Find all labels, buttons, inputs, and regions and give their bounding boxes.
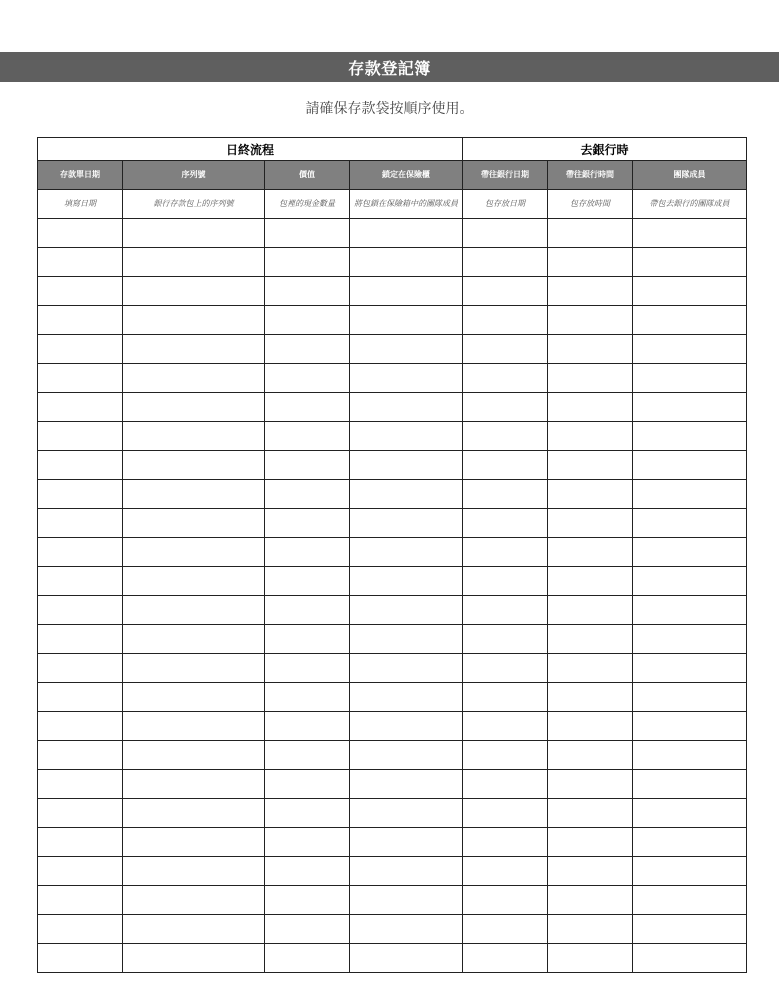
entry-cell[interactable] — [633, 306, 747, 335]
entry-cell[interactable] — [463, 683, 548, 712]
entry-cell[interactable] — [123, 654, 265, 683]
entry-cell[interactable] — [123, 770, 265, 799]
entry-cell[interactable] — [38, 480, 123, 509]
log-body — [38, 219, 747, 973]
col-value: 價值 — [265, 161, 350, 190]
entry-cell[interactable] — [463, 248, 548, 277]
entry-cell[interactable] — [463, 770, 548, 799]
entry-cell[interactable] — [463, 596, 548, 625]
entry-cell[interactable] — [463, 306, 548, 335]
entry-cell[interactable] — [123, 712, 265, 741]
col-locked-in-safe: 鎖定在保險櫃 — [350, 161, 463, 190]
table-row — [38, 277, 747, 306]
entry-cell[interactable] — [463, 393, 548, 422]
entry-cell[interactable] — [123, 799, 265, 828]
entry-cell[interactable] — [38, 654, 123, 683]
table-row — [38, 886, 747, 915]
col-serial-number: 序列號 — [123, 161, 265, 190]
table-row — [38, 480, 747, 509]
entry-cell[interactable] — [123, 393, 265, 422]
entry-cell[interactable] — [38, 538, 123, 567]
entry-cell[interactable] — [633, 915, 747, 944]
entry-cell[interactable] — [38, 799, 123, 828]
entry-cell[interactable] — [350, 944, 463, 973]
hint-locked-in-safe: 將包鎖在保險箱中的團隊成員 — [350, 190, 463, 219]
entry-cell[interactable] — [548, 596, 633, 625]
entry-cell[interactable] — [265, 451, 350, 480]
hint-serial-number: 銀行存款包上的序列號 — [123, 190, 265, 219]
entry-cell[interactable] — [265, 538, 350, 567]
entry-cell[interactable] — [265, 625, 350, 654]
entry-cell[interactable] — [123, 451, 265, 480]
entry-cell[interactable] — [123, 364, 265, 393]
entry-cell[interactable] — [350, 335, 463, 364]
entry-cell[interactable] — [633, 625, 747, 654]
table-row — [38, 857, 747, 886]
entry-cell[interactable] — [548, 683, 633, 712]
entry-cell[interactable] — [265, 596, 350, 625]
entry-cell[interactable] — [265, 567, 350, 596]
table-row — [38, 944, 747, 973]
entry-cell[interactable] — [123, 741, 265, 770]
entry-cell[interactable] — [350, 306, 463, 335]
hint-bank-time: 包存放時間 — [548, 190, 633, 219]
table-row — [38, 248, 747, 277]
entry-cell[interactable] — [633, 857, 747, 886]
entry-cell[interactable] — [265, 509, 350, 538]
entry-cell[interactable] — [265, 335, 350, 364]
entry-cell[interactable] — [38, 567, 123, 596]
entry-cell[interactable] — [463, 654, 548, 683]
entry-cell[interactable] — [123, 944, 265, 973]
table-row — [38, 683, 747, 712]
entry-cell[interactable] — [38, 944, 123, 973]
entry-cell[interactable] — [350, 393, 463, 422]
entry-cell[interactable] — [548, 944, 633, 973]
entry-cell[interactable] — [548, 886, 633, 915]
entry-cell[interactable] — [350, 567, 463, 596]
entry-cell[interactable] — [463, 277, 548, 306]
entry-cell[interactable] — [548, 799, 633, 828]
page-title: 存款登記簿 — [0, 52, 779, 82]
entry-cell[interactable] — [548, 248, 633, 277]
column-header-row — [38, 161, 747, 190]
entry-cell[interactable] — [633, 335, 747, 364]
entry-cell[interactable] — [350, 364, 463, 393]
entry-cell[interactable] — [350, 219, 463, 248]
table-row — [38, 799, 747, 828]
entry-cell[interactable] — [350, 596, 463, 625]
entry-cell[interactable] — [463, 712, 548, 741]
entry-cell[interactable] — [463, 741, 548, 770]
entry-cell[interactable] — [548, 422, 633, 451]
entry-cell[interactable] — [548, 828, 633, 857]
entry-cell[interactable] — [265, 915, 350, 944]
entry-cell[interactable] — [633, 364, 747, 393]
entry-cell[interactable] — [123, 306, 265, 335]
entry-cell[interactable] — [123, 335, 265, 364]
entry-cell[interactable] — [123, 509, 265, 538]
entry-cell[interactable] — [265, 799, 350, 828]
entry-cell[interactable] — [350, 683, 463, 712]
entry-cell[interactable] — [463, 422, 548, 451]
entry-cell[interactable] — [123, 248, 265, 277]
entry-cell[interactable] — [548, 712, 633, 741]
entry-cell[interactable] — [548, 770, 633, 799]
col-deposit-date: 存款單日期 — [38, 161, 123, 190]
entry-cell[interactable] — [548, 306, 633, 335]
entry-cell[interactable] — [38, 683, 123, 712]
entry-cell[interactable] — [38, 422, 123, 451]
entry-cell[interactable] — [265, 306, 350, 335]
hint-bank-date: 包存放日期 — [463, 190, 548, 219]
entry-cell[interactable] — [548, 741, 633, 770]
entry-cell[interactable] — [350, 509, 463, 538]
entry-cell[interactable] — [350, 770, 463, 799]
entry-cell[interactable] — [633, 219, 747, 248]
entry-cell[interactable] — [463, 567, 548, 596]
table-row — [38, 596, 747, 625]
deposit-log-table — [37, 137, 747, 973]
table-row — [38, 741, 747, 770]
entry-cell[interactable] — [38, 335, 123, 364]
entry-cell[interactable] — [463, 625, 548, 654]
entry-cell[interactable] — [633, 451, 747, 480]
entry-cell[interactable] — [38, 857, 123, 886]
entry-cell[interactable] — [548, 567, 633, 596]
table-row — [38, 828, 747, 857]
entry-cell[interactable] — [633, 567, 747, 596]
entry-cell[interactable] — [123, 422, 265, 451]
col-bank-time: 帶往銀行時間 — [548, 161, 633, 190]
entry-cell[interactable] — [350, 712, 463, 741]
table-row — [38, 567, 747, 596]
entry-cell[interactable] — [350, 480, 463, 509]
table-row — [38, 625, 747, 654]
entry-cell[interactable] — [548, 509, 633, 538]
entry-cell[interactable] — [548, 480, 633, 509]
entry-cell[interactable] — [265, 944, 350, 973]
col-team-member: 團隊成員 — [633, 161, 747, 190]
entry-cell[interactable] — [350, 857, 463, 886]
entry-cell[interactable] — [265, 886, 350, 915]
entry-cell[interactable] — [38, 596, 123, 625]
group-end-of-day: 日終流程 — [38, 138, 463, 161]
entry-cell[interactable] — [463, 915, 548, 944]
entry-cell[interactable] — [38, 451, 123, 480]
entry-cell[interactable] — [350, 799, 463, 828]
entry-cell[interactable] — [265, 770, 350, 799]
entry-cell[interactable] — [633, 393, 747, 422]
entry-cell[interactable] — [463, 219, 548, 248]
entry-cell[interactable] — [38, 393, 123, 422]
entry-cell[interactable] — [633, 596, 747, 625]
entry-cell[interactable] — [463, 828, 548, 857]
table-row — [38, 422, 747, 451]
entry-cell[interactable] — [38, 741, 123, 770]
entry-cell[interactable] — [548, 915, 633, 944]
entry-cell[interactable] — [633, 538, 747, 567]
entry-cell[interactable] — [548, 219, 633, 248]
entry-cell[interactable] — [633, 741, 747, 770]
entry-cell[interactable] — [265, 480, 350, 509]
entry-cell[interactable] — [350, 654, 463, 683]
entry-cell[interactable] — [38, 306, 123, 335]
entry-cell[interactable] — [633, 422, 747, 451]
table-row — [38, 335, 747, 364]
entry-cell[interactable] — [633, 509, 747, 538]
entry-cell[interactable] — [265, 219, 350, 248]
entry-cell[interactable] — [350, 538, 463, 567]
entry-cell[interactable] — [548, 654, 633, 683]
entry-cell[interactable] — [123, 277, 265, 306]
entry-cell[interactable] — [38, 509, 123, 538]
table-row — [38, 393, 747, 422]
entry-cell[interactable] — [633, 654, 747, 683]
entry-cell[interactable] — [463, 857, 548, 886]
entry-cell[interactable] — [350, 886, 463, 915]
group-to-bank: 去銀行時 — [463, 138, 747, 161]
entry-cell[interactable] — [463, 886, 548, 915]
entry-cell[interactable] — [633, 944, 747, 973]
entry-cell[interactable] — [463, 335, 548, 364]
entry-cell[interactable] — [633, 277, 747, 306]
entry-cell[interactable] — [350, 451, 463, 480]
entry-cell[interactable] — [350, 741, 463, 770]
hint-deposit-date: 填寫日期 — [38, 190, 123, 219]
entry-cell[interactable] — [350, 625, 463, 654]
entry-cell[interactable] — [123, 625, 265, 654]
entry-cell[interactable] — [548, 335, 633, 364]
entry-cell[interactable] — [265, 248, 350, 277]
entry-cell[interactable] — [123, 886, 265, 915]
entry-cell[interactable] — [350, 422, 463, 451]
table-row — [38, 306, 747, 335]
entry-cell[interactable] — [633, 683, 747, 712]
entry-cell[interactable] — [38, 625, 123, 654]
table-row — [38, 712, 747, 741]
entry-cell[interactable] — [38, 915, 123, 944]
table-row — [38, 654, 747, 683]
table-row — [38, 364, 747, 393]
entry-cell[interactable] — [548, 393, 633, 422]
entry-cell[interactable] — [265, 393, 350, 422]
entry-cell[interactable] — [265, 828, 350, 857]
entry-cell[interactable] — [548, 625, 633, 654]
entry-cell[interactable] — [123, 915, 265, 944]
entry-cell[interactable] — [38, 277, 123, 306]
entry-cell[interactable] — [463, 944, 548, 973]
entry-cell[interactable] — [38, 886, 123, 915]
entry-cell[interactable] — [123, 480, 265, 509]
entry-cell[interactable] — [38, 248, 123, 277]
group-header-row — [38, 138, 747, 161]
table-row — [38, 451, 747, 480]
entry-cell[interactable] — [350, 277, 463, 306]
entry-cell[interactable] — [123, 567, 265, 596]
entry-cell[interactable] — [38, 828, 123, 857]
hint-team-member: 帶包去銀行的團隊成員 — [633, 190, 747, 219]
table-row — [38, 509, 747, 538]
entry-cell[interactable] — [350, 828, 463, 857]
instruction-text: 請確保存款袋按順序使用。 — [305, 101, 474, 117]
entry-cell[interactable] — [350, 248, 463, 277]
entry-cell[interactable] — [350, 915, 463, 944]
entry-cell[interactable] — [548, 277, 633, 306]
entry-cell[interactable] — [123, 828, 265, 857]
entry-cell[interactable] — [463, 480, 548, 509]
entry-cell[interactable] — [123, 538, 265, 567]
entry-cell[interactable] — [463, 799, 548, 828]
entry-cell[interactable] — [265, 741, 350, 770]
entry-cell[interactable] — [633, 248, 747, 277]
entry-cell[interactable] — [633, 886, 747, 915]
entry-cell[interactable] — [38, 770, 123, 799]
entry-cell[interactable] — [265, 857, 350, 886]
entry-cell[interactable] — [633, 770, 747, 799]
entry-cell[interactable] — [463, 538, 548, 567]
entry-cell[interactable] — [548, 451, 633, 480]
entry-cell[interactable] — [633, 799, 747, 828]
entry-cell[interactable] — [265, 277, 350, 306]
entry-cell[interactable] — [265, 422, 350, 451]
entry-cell[interactable] — [633, 712, 747, 741]
col-bank-date: 帶往銀行日期 — [463, 161, 548, 190]
entry-cell[interactable] — [265, 683, 350, 712]
entry-cell[interactable] — [463, 509, 548, 538]
entry-cell[interactable] — [633, 480, 747, 509]
table-row — [38, 915, 747, 944]
entry-cell[interactable] — [123, 596, 265, 625]
entry-cell[interactable] — [265, 364, 350, 393]
entry-cell[interactable] — [38, 712, 123, 741]
entry-cell[interactable] — [265, 712, 350, 741]
entry-cell[interactable] — [633, 828, 747, 857]
entry-cell[interactable] — [123, 683, 265, 712]
entry-cell[interactable] — [548, 364, 633, 393]
entry-cell[interactable] — [38, 219, 123, 248]
entry-cell[interactable] — [548, 538, 633, 567]
entry-cell[interactable] — [265, 654, 350, 683]
entry-cell[interactable] — [123, 857, 265, 886]
hint-value: 包裡的現金數量 — [265, 190, 350, 219]
entry-cell[interactable] — [123, 219, 265, 248]
entry-cell[interactable] — [463, 451, 548, 480]
hint-row — [38, 190, 747, 219]
entry-cell[interactable] — [463, 364, 548, 393]
entry-cell[interactable] — [38, 364, 123, 393]
entry-cell[interactable] — [548, 857, 633, 886]
table-row — [38, 538, 747, 567]
table-row — [38, 219, 747, 248]
table-row — [38, 770, 747, 799]
